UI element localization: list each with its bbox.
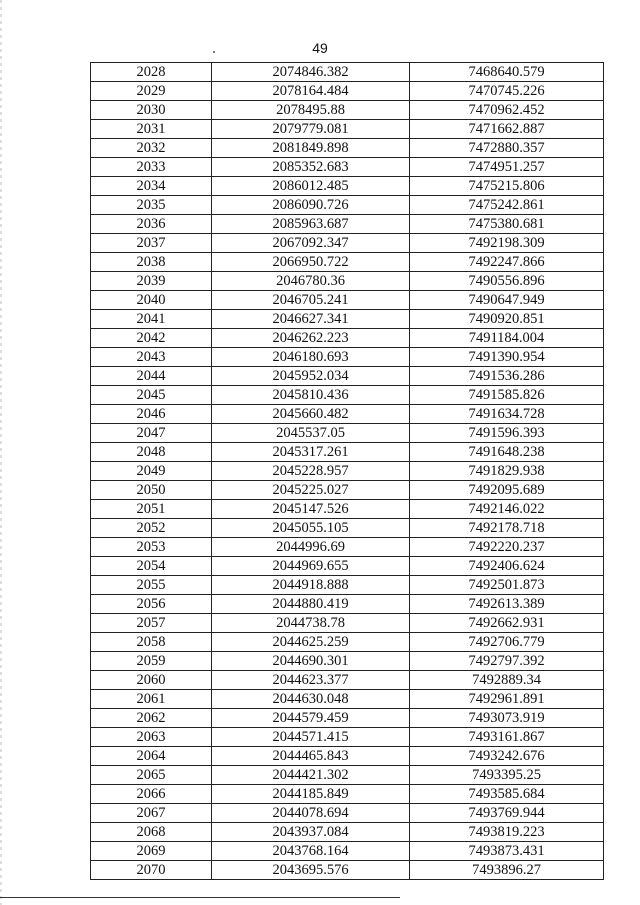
y-coordinate-cell: 7493585.684 <box>410 785 604 804</box>
page-number: 49 <box>312 40 328 56</box>
y-coordinate-cell: 7493769.944 <box>410 804 604 823</box>
point-number-cell: 2037 <box>91 234 212 253</box>
y-coordinate-cell: 7492220.237 <box>410 538 604 557</box>
y-coordinate-cell: 7472880.357 <box>410 139 604 158</box>
table-row <box>91 386 604 405</box>
y-coordinate-cell: 7492662.931 <box>410 614 604 633</box>
y-coordinate-cell: 7490920.851 <box>410 310 604 329</box>
point-number-cell: 2042 <box>91 329 212 348</box>
point-number-cell: 2070 <box>91 861 212 880</box>
x-coordinate-cell: 2044421.302 <box>212 766 410 785</box>
y-coordinate-cell: 7492797.392 <box>410 652 604 671</box>
coordinate-table <box>90 62 604 880</box>
y-coordinate-cell: 7493873.431 <box>410 842 604 861</box>
x-coordinate-cell: 2045317.261 <box>212 443 410 462</box>
table-row <box>91 101 604 120</box>
point-number-cell: 2063 <box>91 728 212 747</box>
point-number-cell: 2028 <box>91 63 212 82</box>
x-coordinate-cell: 2045228.957 <box>212 462 410 481</box>
x-coordinate-cell: 2043768.164 <box>212 842 410 861</box>
y-coordinate-cell: 7492706.779 <box>410 633 604 652</box>
x-coordinate-cell: 2086012.485 <box>212 177 410 196</box>
y-coordinate-cell: 7492613.389 <box>410 595 604 614</box>
y-coordinate-cell: 7470962.452 <box>410 101 604 120</box>
point-number-cell: 2039 <box>91 272 212 291</box>
table-row <box>91 823 604 842</box>
table-row <box>91 462 604 481</box>
x-coordinate-cell: 2046180.693 <box>212 348 410 367</box>
x-coordinate-cell: 2045810.436 <box>212 386 410 405</box>
table-row <box>91 158 604 177</box>
point-number-cell: 2036 <box>91 215 212 234</box>
table-row <box>91 671 604 690</box>
point-number-cell: 2069 <box>91 842 212 861</box>
table-row <box>91 424 604 443</box>
point-number-cell: 2049 <box>91 462 212 481</box>
y-coordinate-cell: 7493395.25 <box>410 766 604 785</box>
table-row <box>91 481 604 500</box>
table-row <box>91 633 604 652</box>
y-coordinate-cell: 7471662.887 <box>410 120 604 139</box>
point-number-cell: 2058 <box>91 633 212 652</box>
table-row <box>91 310 604 329</box>
table-row <box>91 272 604 291</box>
point-number-cell: 2040 <box>91 291 212 310</box>
point-number-cell: 2066 <box>91 785 212 804</box>
table-row <box>91 747 604 766</box>
y-coordinate-cell: 7491829.938 <box>410 462 604 481</box>
x-coordinate-cell: 2045225.027 <box>212 481 410 500</box>
x-coordinate-cell: 2044996.69 <box>212 538 410 557</box>
x-coordinate-cell: 2044738.78 <box>212 614 410 633</box>
y-coordinate-cell: 7475242.861 <box>410 196 604 215</box>
point-number-cell: 2043 <box>91 348 212 367</box>
x-coordinate-cell: 2044571.415 <box>212 728 410 747</box>
table-row <box>91 614 604 633</box>
x-coordinate-cell: 2079779.081 <box>212 120 410 139</box>
x-coordinate-cell: 2044630.048 <box>212 690 410 709</box>
point-number-cell: 2054 <box>91 557 212 576</box>
table-row <box>91 785 604 804</box>
y-coordinate-cell: 7491585.826 <box>410 386 604 405</box>
table-row <box>91 861 604 880</box>
y-coordinate-cell: 7475380.681 <box>410 215 604 234</box>
y-coordinate-cell: 7490647.949 <box>410 291 604 310</box>
x-coordinate-cell: 2044880.419 <box>212 595 410 614</box>
point-number-cell: 2051 <box>91 500 212 519</box>
y-coordinate-cell: 7492178.718 <box>410 519 604 538</box>
table-row <box>91 329 604 348</box>
table-row <box>91 804 604 823</box>
table-row <box>91 120 604 139</box>
table-row <box>91 405 604 424</box>
point-number-cell: 2031 <box>91 120 212 139</box>
table-row <box>91 443 604 462</box>
x-coordinate-cell: 2043695.576 <box>212 861 410 880</box>
point-number-cell: 2034 <box>91 177 212 196</box>
point-number-cell: 2052 <box>91 519 212 538</box>
point-number-cell: 2044 <box>91 367 212 386</box>
point-number-cell: 2056 <box>91 595 212 614</box>
y-coordinate-cell: 7491648.238 <box>410 443 604 462</box>
table-row <box>91 842 604 861</box>
scan-speck <box>213 51 215 53</box>
x-coordinate-cell: 2044078.694 <box>212 804 410 823</box>
table-row <box>91 519 604 538</box>
point-number-cell: 2062 <box>91 709 212 728</box>
y-coordinate-cell: 7491390.954 <box>410 348 604 367</box>
table-row <box>91 766 604 785</box>
x-coordinate-cell: 2044969.655 <box>212 557 410 576</box>
y-coordinate-cell: 7493819.223 <box>410 823 604 842</box>
table-row <box>91 234 604 253</box>
point-number-cell: 2038 <box>91 253 212 272</box>
point-number-cell: 2059 <box>91 652 212 671</box>
table-row <box>91 709 604 728</box>
table-row <box>91 728 604 747</box>
x-coordinate-cell: 2078164.484 <box>212 82 410 101</box>
x-coordinate-cell: 2044185.849 <box>212 785 410 804</box>
x-coordinate-cell: 2044690.301 <box>212 652 410 671</box>
table-row <box>91 595 604 614</box>
x-coordinate-cell: 2044625.259 <box>212 633 410 652</box>
point-number-cell: 2046 <box>91 405 212 424</box>
y-coordinate-cell: 7492247.866 <box>410 253 604 272</box>
point-number-cell: 2050 <box>91 481 212 500</box>
point-number-cell: 2053 <box>91 538 212 557</box>
point-number-cell: 2055 <box>91 576 212 595</box>
y-coordinate-cell: 7491634.728 <box>410 405 604 424</box>
y-coordinate-cell: 7490556.896 <box>410 272 604 291</box>
x-coordinate-cell: 2046262.223 <box>212 329 410 348</box>
y-coordinate-cell: 7468640.579 <box>410 63 604 82</box>
table-row <box>91 196 604 215</box>
y-coordinate-cell: 7493896.27 <box>410 861 604 880</box>
x-coordinate-cell: 2045055.105 <box>212 519 410 538</box>
y-coordinate-cell: 7492095.689 <box>410 481 604 500</box>
x-coordinate-cell: 2044579.459 <box>212 709 410 728</box>
x-coordinate-cell: 2085352.683 <box>212 158 410 177</box>
x-coordinate-cell: 2078495.88 <box>212 101 410 120</box>
y-coordinate-cell: 7492146.022 <box>410 500 604 519</box>
table-row <box>91 500 604 519</box>
x-coordinate-cell: 2074846.382 <box>212 63 410 82</box>
table-row <box>91 291 604 310</box>
point-number-cell: 2057 <box>91 614 212 633</box>
y-coordinate-cell: 7470745.226 <box>410 82 604 101</box>
x-coordinate-cell: 2085963.687 <box>212 215 410 234</box>
y-coordinate-cell: 7475215.806 <box>410 177 604 196</box>
point-number-cell: 2035 <box>91 196 212 215</box>
point-number-cell: 2045 <box>91 386 212 405</box>
y-coordinate-cell: 7492406.624 <box>410 557 604 576</box>
table-row <box>91 576 604 595</box>
table-row <box>91 538 604 557</box>
point-number-cell: 2048 <box>91 443 212 462</box>
footer-rule <box>0 897 400 898</box>
x-coordinate-cell: 2081849.898 <box>212 139 410 158</box>
point-number-cell: 2041 <box>91 310 212 329</box>
y-coordinate-cell: 7492889.34 <box>410 671 604 690</box>
x-coordinate-cell: 2045147.526 <box>212 500 410 519</box>
y-coordinate-cell: 7493242.676 <box>410 747 604 766</box>
table-row <box>91 348 604 367</box>
x-coordinate-cell: 2045660.482 <box>212 405 410 424</box>
table-row <box>91 139 604 158</box>
table-row <box>91 690 604 709</box>
y-coordinate-cell: 7491596.393 <box>410 424 604 443</box>
x-coordinate-cell: 2046780.36 <box>212 272 410 291</box>
x-coordinate-cell: 2046705.241 <box>212 291 410 310</box>
y-coordinate-cell: 7493161.867 <box>410 728 604 747</box>
table-row <box>91 215 604 234</box>
x-coordinate-cell: 2045537.05 <box>212 424 410 443</box>
x-coordinate-cell: 2067092.347 <box>212 234 410 253</box>
scan-edge-mark <box>0 0 2 905</box>
x-coordinate-cell: 2043937.084 <box>212 823 410 842</box>
point-number-cell: 2047 <box>91 424 212 443</box>
table-row <box>91 557 604 576</box>
point-number-cell: 2064 <box>91 747 212 766</box>
point-number-cell: 2068 <box>91 823 212 842</box>
table-body <box>91 63 604 880</box>
x-coordinate-cell: 2044465.843 <box>212 747 410 766</box>
x-coordinate-cell: 2044623.377 <box>212 671 410 690</box>
x-coordinate-cell: 2045952.034 <box>212 367 410 386</box>
x-coordinate-cell: 2046627.341 <box>212 310 410 329</box>
point-number-cell: 2060 <box>91 671 212 690</box>
point-number-cell: 2067 <box>91 804 212 823</box>
x-coordinate-cell: 2086090.726 <box>212 196 410 215</box>
table-row <box>91 253 604 272</box>
x-coordinate-cell: 2066950.722 <box>212 253 410 272</box>
table-row <box>91 63 604 82</box>
table-row <box>91 82 604 101</box>
x-coordinate-cell: 2044918.888 <box>212 576 410 595</box>
y-coordinate-cell: 7491184.004 <box>410 329 604 348</box>
point-number-cell: 2032 <box>91 139 212 158</box>
y-coordinate-cell: 7492961.891 <box>410 690 604 709</box>
y-coordinate-cell: 7474951.257 <box>410 158 604 177</box>
y-coordinate-cell: 7492501.873 <box>410 576 604 595</box>
y-coordinate-cell: 7493073.919 <box>410 709 604 728</box>
point-number-cell: 2033 <box>91 158 212 177</box>
table-row <box>91 652 604 671</box>
y-coordinate-cell: 7492198.309 <box>410 234 604 253</box>
table-row <box>91 177 604 196</box>
y-coordinate-cell: 7491536.286 <box>410 367 604 386</box>
table-row <box>91 367 604 386</box>
point-number-cell: 2030 <box>91 101 212 120</box>
point-number-cell: 2061 <box>91 690 212 709</box>
point-number-cell: 2065 <box>91 766 212 785</box>
point-number-cell: 2029 <box>91 82 212 101</box>
